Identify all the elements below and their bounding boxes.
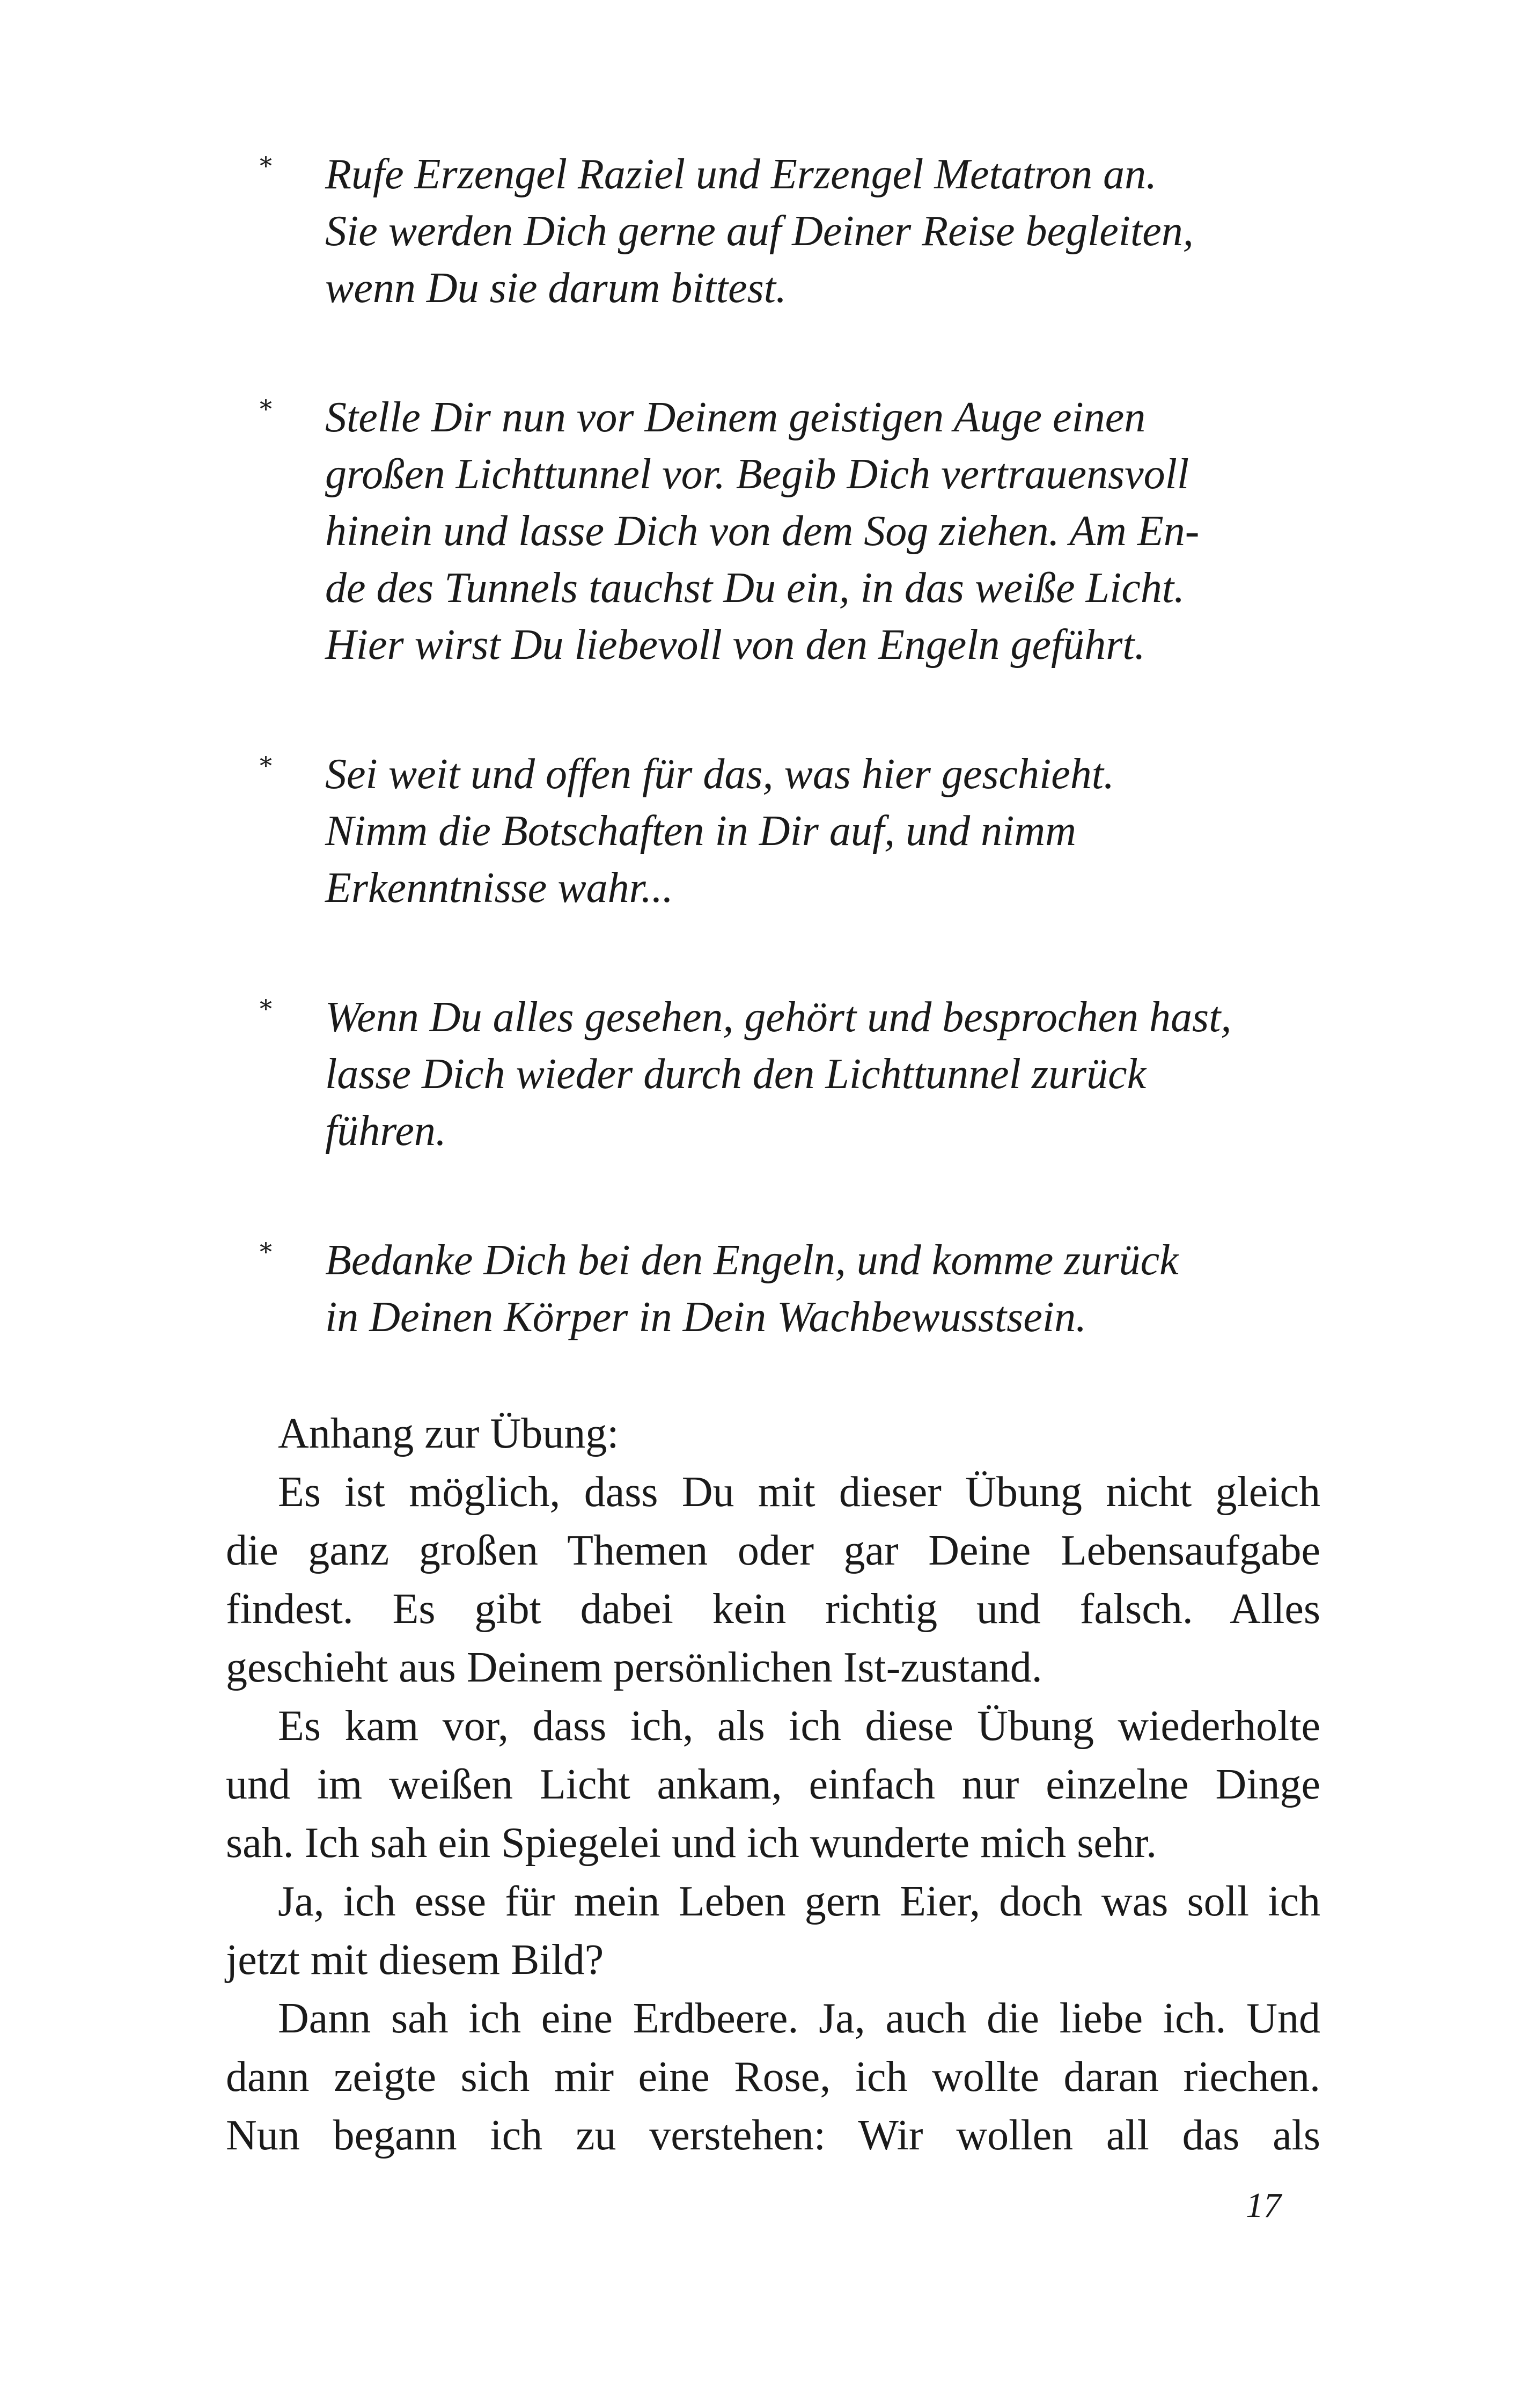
asterisk-bullet-icon: * bbox=[260, 751, 272, 780]
exercise-steps-list bbox=[260, 146, 1341, 1418]
step-text-line: wenn Du sie darum bittest. bbox=[325, 265, 787, 312]
body-text-line: Ja, ich esse für mein Leben gern Eier, doch was soll ich bbox=[278, 1878, 1320, 1925]
asterisk-bullet-icon: * bbox=[260, 151, 272, 180]
exercise-step bbox=[260, 989, 1341, 1159]
body-text-line: Es kam vor, dass ich, als ich diese Übung wiederholte bbox=[278, 1702, 1320, 1750]
body-text-line: sah. Ich sah ein Spiegelei und ich wunderte mich sehr. bbox=[226, 1819, 1157, 1867]
step-text-line: lasse Dich wieder durch den Lichttunnel zurück bbox=[325, 1051, 1147, 1098]
body-text-line: Nun begann ich zu verstehen: Wir wollen all das als bbox=[226, 2112, 1320, 2159]
body-text-line: und im weißen Licht ankam, einfach nur einzelne Dinge bbox=[226, 1761, 1320, 1808]
exercise-step bbox=[260, 389, 1341, 673]
step-text-line: Stelle Dir nun vor Deinem geistigen Auge einen bbox=[325, 394, 1146, 441]
page-number: 17 bbox=[1246, 2186, 1281, 2225]
step-text-line: de des Tunnels tauchst Du ein, in das weiße Licht. bbox=[325, 564, 1185, 612]
step-text-line: Rufe Erzengel Raziel und Erzengel Metatron an. bbox=[325, 151, 1157, 198]
body-text-line: jetzt mit diesem Bild? bbox=[226, 1936, 604, 1984]
step-text-line: Nimm die Botschaften in Dir auf, und nimm bbox=[325, 807, 1076, 855]
exercise-step bbox=[260, 746, 1341, 916]
body-text-line: findest. Es gibt dabei kein richtig und falsch. Alles bbox=[226, 1585, 1320, 1633]
body-text-line: Es ist möglich, dass Du mit dieser Übung nicht gleich bbox=[278, 1469, 1320, 1516]
asterisk-bullet-icon: * bbox=[260, 994, 272, 1023]
step-text-line: Wenn Du alles gesehen, gehört und besprochen hast, bbox=[325, 994, 1232, 1041]
appendix-section bbox=[226, 1405, 1320, 2165]
step-text-line: Sei weit und offen für das, was hier geschieht. bbox=[325, 751, 1114, 798]
step-text-line: großen Lichttunnel vor. Begib Dich vertrauensvoll bbox=[325, 451, 1189, 498]
exercise-step bbox=[260, 1232, 1341, 1346]
exercise-step bbox=[260, 146, 1341, 317]
asterisk-bullet-icon: * bbox=[260, 1237, 272, 1266]
body-text-line: die ganz großen Themen oder gar Deine Lebensaufgabe bbox=[226, 1527, 1320, 1574]
step-text-line: in Deinen Körper in Dein Wachbewusstsein. bbox=[325, 1294, 1087, 1341]
body-text-line: dann zeigte sich mir eine Rose, ich wollte daran riechen. bbox=[226, 2053, 1320, 2101]
body-text-line: geschieht aus Deinem persönlichen Ist-zustand. bbox=[226, 1644, 1042, 1691]
step-text-line: hinein und lasse Dich von dem Sog ziehen. Am En- bbox=[325, 508, 1200, 555]
step-text-line: Sie werden Dich gerne auf Deiner Reise begleiten, bbox=[325, 208, 1194, 255]
step-text-line: Bedanke Dich bei den Engeln, und komme zurück bbox=[325, 1237, 1179, 1284]
appendix-heading: Anhang zur Übung: bbox=[278, 1410, 619, 1457]
step-text-line: Erkenntnisse wahr... bbox=[325, 864, 673, 912]
asterisk-bullet-icon: * bbox=[260, 394, 272, 423]
step-text-line: Hier wirst Du liebevoll von den Engeln geführt. bbox=[325, 621, 1145, 669]
step-text-line: führen. bbox=[325, 1107, 446, 1155]
body-text-line: Dann sah ich eine Erdbeere. Ja, auch die liebe ich. Und bbox=[278, 1995, 1320, 2042]
